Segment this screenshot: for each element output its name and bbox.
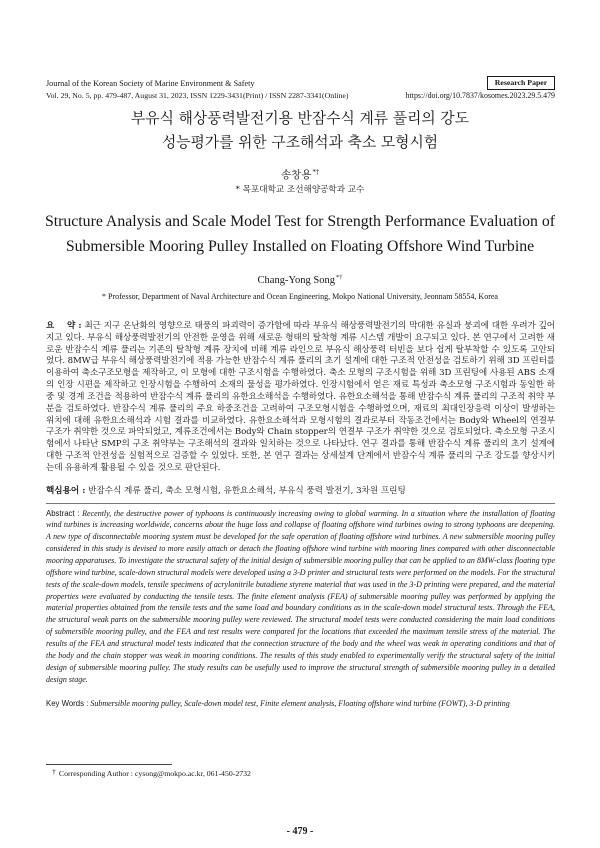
english-affiliation: * Professor, Department of Naval Architecture and Ocean Engineering, Mokpo National University, Jeonnam 58554, Korea	[102, 292, 498, 301]
page-number: - 479 -	[286, 826, 314, 837]
english-keywords-text: Submersible mooring pulley, Scale-down model test, Finite element analysis, Floating offshore wind turbine (FOWT), 3-D printing	[90, 699, 510, 709]
korean-title-line-2: 성능평가를 위한 구조해석과 축소 모형시험	[161, 134, 439, 151]
korean-author	[0, 168, 600, 183]
korean-abstract	[46, 321, 555, 475]
journal-name: Journal of the Korean Society of Marine Environment & Safety	[46, 79, 255, 88]
volume-info: Vol. 29, No. 5, pp. 479-487, August 31, 2023, ISSN 1229-3431(Print) / ISSN 2287-3341(Online)	[46, 91, 349, 100]
abstract-divider	[46, 503, 555, 504]
english-author	[0, 274, 600, 289]
english-author-name: Chang-Yong Song	[257, 275, 335, 286]
english-keywords	[46, 698, 555, 710]
korean-author-name: 송창용	[281, 169, 312, 181]
abstract-section	[46, 321, 555, 710]
english-keywords-label: Key Words :	[46, 699, 89, 709]
korean-abstract-text: 최근 지구 온난화의 영향으로 태풍의 파괴력이 증가함에 따라 부유식 해상풍력발전기의 막대한 유실과 붕괴에 대한 우려가 깊어지고 있다. 부유식 해상풍력발전기의 안전한 운영을 위해 새로운 형태의 탈착형 계류 시스템 개발이 요구되고 있다. 본 연구에서 고려한 새로운 반잠수식 계류 풀리는 기존의 탈착형 계류 장치에 비해 계류 라인으로 부유식 해상풍력 터빈을 보다 쉽게 탈부착할 수 있도록 고안되었다. 8MW급 부유식 해상풍력발전기에 적용 가능한 반잠수식 계류 풀리의 초기 설계에 대한 구조적 안전성을 검토하기 위해 3D 프린터를 이용하여 축소구조모형을 제작하고, 이 모형에 대한 구조시험을 수행하였다. 축소 모형의 구조시험을 위해 3D 프린팅에 사용된 ABS 소재의 인장 시편을 제작하고 인장시험을 수행하여 소재의 물성을 평가하였다. 인장시험에서 얻은 재료 특성과 축소모형 구조시험과 동일한 하중 및 경계 조건을 적용하여 반잠수식 계류 풀리의 유한요소해석을 수행하였다. 유한요소해석을 통해 반잠수식 계류 풀리의 구조적 취약 부분을 검토하였다. 반잠수식 계류 풀리의 주요 하중조건을 고려하여 구조모형시험을 수행하였으며, 재료의 최대인장응력 이상이 발생하는 위치에 대해 유한요소해석과 시험 결과를 비교하였다. 유한요소해석과 모형시험의 결과로부터 작동조건에서는 Body와 Wheel의 연결부 구조가 취약한 것으로 파악되었고, 계류조건에서는 Body와 Chain stopper의 연결부 구조가 취약한 것으로 검토되었다. 축소모형 구조시험에서 나타난 SMP의 구조 취약부는 구조해석의 결과와 일치하는 것으로 나타났다. 연구 결과를 통해 반잠수식 계류 풀리의 초기 설계에 대한 구조적 안전성을 실험적으로 검증할 수 있었다. 또한, 본 연구 결과는 상세설계 단계에서 반잠수식 계류 풀리의 구조 강도를 향상시키는데 유용하게 활용될 수 있을 것으로 판단된다.	[46, 321, 556, 473]
korean-affiliation: * 목포대학교 조선해양공학과 교수	[235, 185, 365, 195]
corresponding-author-footnote	[52, 766, 251, 779]
korean-keywords	[46, 486, 555, 498]
korean-title-line-1: 부유식 해상풍력발전기용 반잠수식 계류 풀리의 강도	[131, 110, 469, 127]
author-mark: *†	[335, 274, 343, 282]
korean-keywords-text: 반잠수식 계류 풀리, 축소 모형시험, 유한요소해석, 부유식 풍력 발전기, 3차원 프린팅	[88, 485, 406, 496]
author-mark: *†	[312, 168, 319, 177]
english-abstract-label: Abstract :	[46, 508, 80, 518]
english-title-line-2: Submersible Mooring Pulley Installed on Floating Offshore Wind Turbine	[65, 238, 535, 255]
footnote-rule	[46, 764, 172, 765]
english-title	[0, 209, 600, 259]
korean-abstract-label: 요 약 :	[46, 321, 82, 331]
english-title-line-1: Structure Analysis and Scale Model Test for Strength Performance Evaluation of	[44, 213, 556, 230]
english-abstract	[46, 508, 555, 686]
research-paper-badge: Research Paper	[487, 76, 555, 90]
korean-keywords-label: 핵심용어 :	[46, 485, 86, 496]
doi-link[interactable]: https://doi.org/10.7837/kosomes.2023.29.5.479	[405, 91, 555, 100]
footnote-text: Corresponding Author : cysong@mokpo.ac.kr, 061-450-2732	[58, 769, 251, 778]
korean-title	[0, 107, 600, 155]
english-abstract-text: Recently, the destructive power of typhoons is continuously increasing owing to global warming. In a situation where the installation of floating wind turbines is increasing worldwide, concerns about the huge loss and collapse of floating offshore wind turbines owing to strong typhoons are deepening. A new type of disconnectable mooring system must be developed for the safe operation of floating offshore wind turbines. A new submersible mooring pulley considered in this study is devised to more easily attach or detach the floating offshore wind turbine with mooring lines compared with other disconnectable mooring apparatuses. To investigate the structural safety of the initial design of submersible mooring pulley that can be applied to an 8MW-class floating type offshore wind turbine, scale-down structural models were developed using a 3-D printer and structural tests were performed on the models. For the structural tests of the scale-down models, tensile specimens of acrylonitrile butadiene styrene material that was used in the 3-D printing were prepared, and the material properties were evaluated by conducting the tensile tests. The finite element analysis (FEA) of submersible mooring pulley was performed by applying the material properties obtained from the tensile tests and the same load and boundary conditions as in the scale-down model structural tests. Through the FEA, the structural weak parts on the submersible mooring pulley were reviewed. The structural model tests were conducted considering the main load conditions of submersible mooring pulley, and the FEA and test results were compared for the locations that exceeded the maximum tensile stress of the material. The results of the FEA and structural model tests indicated that the connection structure of the body and the wheel was weak in operating conditions and that of the body and the chain stopper was weak in mooring conditions. The results of this study enabled to experimentally verify the structural safety of the initial design of submersible mooring pulley. The study results can be usefully used to improve the structural strength of submersible mooring pulley in a detailed design stage.	[46, 508, 556, 684]
dagger-mark: †	[52, 766, 56, 776]
